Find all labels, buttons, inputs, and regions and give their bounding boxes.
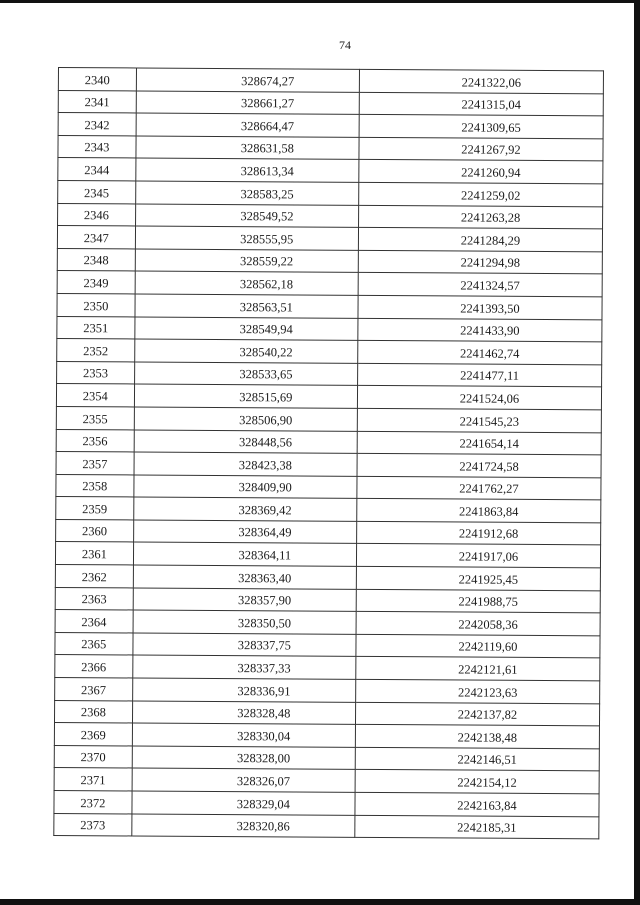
point-number-cell — [55, 565, 133, 588]
table-row — [58, 158, 603, 184]
x-coordinate-cell — [135, 249, 358, 273]
x-coordinate-cell — [132, 655, 355, 679]
point-number-cell — [56, 474, 134, 497]
table-row — [58, 203, 603, 229]
x-coordinate-cell — [132, 723, 355, 747]
x-coordinate-cell — [131, 814, 354, 838]
point-number-cell-text: 2343 — [84, 140, 110, 155]
point-number-cell-text: 2358 — [82, 479, 108, 494]
x-coordinate-cell-text: 328549,52 — [240, 209, 294, 224]
y-coordinate-cell — [355, 770, 599, 794]
point-number-cell — [58, 113, 136, 136]
table-row — [56, 429, 601, 455]
y-coordinate-cell-text: 2241324,57 — [460, 278, 520, 293]
x-coordinate-cell-text: 328330,04 — [237, 728, 291, 744]
y-coordinate-cell-text: 2241284,29 — [460, 233, 521, 248]
point-number-cell — [56, 497, 134, 520]
point-number-cell — [57, 271, 135, 294]
table-row — [55, 610, 600, 636]
y-coordinate-cell — [359, 92, 603, 116]
x-coordinate-cell-text: 328555,95 — [240, 231, 294, 247]
table-row — [57, 339, 602, 365]
point-number-cell-text: 2361 — [81, 547, 107, 562]
x-coordinate-cell — [135, 294, 358, 318]
table-row — [58, 113, 603, 139]
point-number-cell — [57, 248, 135, 271]
table-row — [54, 723, 599, 749]
x-coordinate-cell — [134, 429, 357, 453]
x-coordinate-cell — [135, 158, 358, 182]
y-coordinate-cell-text: 2241260,94 — [461, 165, 521, 180]
table-row — [58, 180, 603, 206]
point-number-cell-text: 2347 — [83, 230, 109, 246]
x-coordinate-cell — [132, 678, 355, 702]
point-number-cell — [55, 655, 133, 678]
x-coordinate-cell — [135, 317, 358, 341]
point-number-cell — [55, 678, 133, 701]
point-number-cell — [57, 339, 135, 362]
x-coordinate-cell — [134, 475, 357, 499]
point-number-cell — [56, 406, 134, 429]
x-coordinate-cell — [132, 746, 355, 770]
point-number-cell-text: 2363 — [81, 592, 107, 607]
y-coordinate-cell — [356, 634, 600, 658]
y-coordinate-cell — [356, 679, 600, 703]
y-coordinate-cell — [357, 386, 601, 410]
point-number-cell-text: 2364 — [81, 614, 107, 630]
point-number-cell-text: 2370 — [80, 750, 106, 765]
y-coordinate-cell-text: 2241315,04 — [461, 97, 521, 113]
y-coordinate-cell-text: 2241309,65 — [461, 120, 521, 135]
point-number-cell-text: 2351 — [83, 321, 109, 336]
y-coordinate-cell — [356, 544, 600, 568]
y-coordinate-cell-text: 2242058,36 — [458, 617, 518, 632]
point-number-cell-text: 2353 — [82, 366, 109, 381]
scan-edge-top — [0, 0, 640, 3]
point-number-cell-text: 2349 — [83, 276, 109, 291]
y-coordinate-cell — [359, 182, 603, 206]
x-coordinate-cell-text: 328562,18 — [239, 277, 294, 292]
y-coordinate-cell — [356, 657, 600, 681]
y-coordinate-cell — [357, 431, 601, 455]
x-coordinate-cell — [133, 633, 356, 657]
x-coordinate-cell-text: 328337,75 — [237, 638, 291, 653]
coordinates-table — [53, 67, 604, 840]
y-coordinate-cell-text: 2241433,90 — [460, 323, 520, 338]
x-coordinate-cell-text: 328533,65 — [239, 367, 293, 382]
point-number-cell-text: 2355 — [82, 411, 108, 426]
y-coordinate-cell — [355, 792, 599, 816]
table-row — [57, 361, 602, 387]
x-coordinate-cell-text: 328350,50 — [237, 615, 292, 631]
x-coordinate-cell — [133, 497, 356, 521]
point-number-cell — [54, 768, 132, 791]
y-coordinate-cell — [359, 160, 603, 184]
point-number-cell — [55, 587, 133, 610]
y-coordinate-cell-text: 2241917,06 — [458, 549, 519, 564]
x-coordinate-cell-text: 328409,90 — [238, 480, 292, 495]
x-coordinate-cell-text: 328559,22 — [240, 254, 294, 269]
point-number-cell-text: 2371 — [80, 773, 106, 788]
x-coordinate-cell-text: 328336,91 — [237, 683, 291, 699]
x-coordinate-cell-text: 328329,04 — [236, 796, 290, 812]
y-coordinate-cell — [357, 521, 601, 545]
y-coordinate-cell-text: 2241925,45 — [458, 572, 519, 587]
x-coordinate-cell-text: 328664,47 — [240, 118, 295, 134]
y-coordinate-cell — [355, 747, 599, 771]
point-number-cell-text: 2357 — [82, 456, 108, 471]
table-row — [56, 384, 601, 410]
table-row — [57, 271, 602, 297]
point-number-cell — [54, 723, 132, 746]
x-coordinate-cell-text: 328563,51 — [239, 299, 293, 314]
x-coordinate-cell-text: 328364,49 — [238, 525, 292, 540]
y-coordinate-cell — [359, 69, 603, 93]
table-row — [58, 135, 603, 161]
y-coordinate-cell — [355, 815, 599, 839]
point-number-cell-text: 2350 — [83, 298, 109, 313]
x-coordinate-cell-text: 328357,90 — [237, 593, 292, 608]
table-row — [57, 248, 602, 274]
point-number-cell — [55, 542, 133, 565]
x-coordinate-cell-text: 328549,94 — [239, 322, 293, 337]
scan-edge-right — [634, 0, 640, 905]
table-row — [57, 316, 602, 342]
point-number-cell — [56, 384, 134, 407]
table-row — [55, 655, 600, 681]
y-coordinate-cell — [359, 115, 603, 139]
y-coordinate-cell — [355, 725, 599, 749]
y-coordinate-cell-text: 2241267,92 — [461, 142, 521, 158]
y-coordinate-cell-text: 2241654,14 — [459, 436, 519, 451]
point-number-cell — [54, 813, 132, 836]
point-number-cell-text: 2340 — [84, 72, 110, 87]
y-coordinate-cell-text: 2241322,06 — [461, 75, 522, 90]
x-coordinate-cell-text: 328337,33 — [237, 661, 291, 676]
point-number-cell-text: 2341 — [84, 95, 110, 110]
x-coordinate-cell-text: 328369,42 — [238, 502, 292, 518]
y-coordinate-cell-text: 2242163,84 — [457, 798, 517, 813]
y-coordinate-cell-text: 2242138,48 — [457, 730, 518, 745]
y-coordinate-cell-text: 2241912,68 — [458, 526, 519, 542]
point-number-cell-text: 2359 — [82, 502, 108, 517]
x-coordinate-cell — [136, 113, 359, 137]
x-coordinate-cell-text: 328423,38 — [238, 457, 292, 473]
point-number-cell — [57, 316, 135, 339]
y-coordinate-cell-text: 2242121,61 — [458, 662, 518, 677]
y-coordinate-cell-text: 2241294,98 — [460, 255, 521, 271]
table-row — [55, 565, 600, 591]
x-coordinate-cell-text: 328320,86 — [236, 819, 290, 834]
point-number-cell — [58, 180, 136, 203]
table-row — [57, 293, 602, 319]
point-number-cell — [56, 429, 134, 452]
point-number-cell-text: 2362 — [81, 569, 107, 584]
y-coordinate-cell-text: 2241263,28 — [460, 210, 521, 225]
x-coordinate-cell — [135, 271, 358, 295]
point-number-cell — [57, 226, 135, 249]
point-number-cell — [56, 452, 134, 475]
y-coordinate-cell — [358, 340, 602, 364]
point-number-cell — [57, 293, 135, 316]
point-number-cell-text: 2372 — [80, 795, 106, 810]
y-coordinate-cell — [357, 453, 601, 477]
x-coordinate-cell — [136, 68, 359, 92]
x-coordinate-cell-text: 328506,90 — [239, 412, 293, 427]
point-number-cell-text: 2344 — [84, 163, 110, 178]
table-row — [54, 813, 599, 839]
table-row — [55, 587, 600, 613]
x-coordinate-cell — [133, 588, 356, 612]
point-number-cell-text: 2373 — [80, 818, 106, 833]
table-row — [58, 68, 603, 94]
point-number-cell — [58, 203, 136, 226]
x-coordinate-cell-text: 328364,11 — [238, 548, 292, 563]
y-coordinate-cell-text: 2241724,58 — [459, 459, 519, 474]
x-coordinate-cell-text: 328326,07 — [236, 774, 291, 789]
x-coordinate-cell-text: 328583,25 — [240, 186, 294, 202]
point-number-cell — [56, 519, 134, 542]
x-coordinate-cell — [136, 91, 359, 115]
table-row — [54, 700, 599, 726]
y-coordinate-cell — [356, 566, 600, 590]
x-coordinate-cell — [135, 226, 358, 250]
point-number-cell — [55, 632, 133, 655]
x-coordinate-cell — [134, 407, 357, 431]
point-number-cell-text: 2368 — [80, 705, 106, 720]
y-coordinate-cell-text: 2242137,82 — [457, 707, 518, 723]
point-number-cell — [54, 700, 132, 723]
table-row — [55, 542, 600, 568]
x-coordinate-cell — [134, 384, 357, 408]
y-coordinate-cell-text: 2242123,63 — [457, 685, 518, 700]
y-coordinate-cell-text: 2241762,27 — [459, 481, 519, 497]
x-coordinate-cell — [135, 204, 358, 228]
x-coordinate-cell — [132, 791, 355, 815]
x-coordinate-cell — [133, 565, 356, 589]
y-coordinate-cell — [356, 612, 600, 636]
point-number-cell-text: 2367 — [80, 682, 107, 697]
x-coordinate-cell — [134, 362, 357, 386]
y-coordinate-cell — [357, 499, 601, 523]
table-row — [55, 632, 600, 658]
x-coordinate-cell-text: 328661,27 — [240, 96, 295, 111]
x-coordinate-cell — [133, 610, 356, 634]
point-number-cell-text: 2354 — [82, 389, 108, 404]
y-coordinate-cell — [357, 408, 601, 432]
y-coordinate-cell — [356, 589, 600, 613]
point-number-cell-text: 2366 — [81, 660, 107, 675]
point-number-cell — [57, 361, 135, 384]
x-coordinate-cell — [133, 520, 356, 544]
x-coordinate-cell-text: 328631,58 — [240, 141, 294, 156]
y-coordinate-cell-text: 2241545,23 — [459, 413, 520, 429]
y-coordinate-cell — [358, 318, 602, 342]
y-coordinate-cell — [358, 295, 602, 319]
table-row — [58, 90, 603, 116]
x-coordinate-cell-text: 328613,34 — [240, 164, 294, 179]
point-number-cell-text: 2369 — [80, 727, 106, 743]
point-number-cell — [54, 745, 132, 768]
y-coordinate-cell-text: 2242185,31 — [457, 820, 517, 836]
y-coordinate-cell — [358, 250, 602, 274]
point-number-cell-text: 2346 — [83, 208, 109, 223]
point-number-cell — [58, 68, 136, 91]
point-number-cell-text: 2352 — [83, 343, 109, 359]
point-number-cell-text: 2348 — [83, 253, 109, 268]
y-coordinate-cell-text: 2241462,74 — [459, 346, 520, 361]
table-row — [54, 790, 599, 816]
point-number-cell — [58, 135, 136, 158]
x-coordinate-cell — [134, 452, 357, 476]
x-coordinate-cell-text: 328363,40 — [238, 570, 292, 586]
page-number: 74 — [339, 38, 351, 52]
y-coordinate-cell-text: 2242146,51 — [457, 752, 517, 768]
point-number-cell — [54, 790, 132, 813]
y-coordinate-cell — [355, 702, 599, 726]
y-coordinate-cell-text: 2241863,84 — [459, 504, 519, 519]
x-coordinate-cell-text: 328328,00 — [236, 751, 291, 766]
x-coordinate-cell — [134, 339, 357, 363]
x-coordinate-cell — [136, 136, 359, 160]
table-row — [54, 768, 599, 794]
y-coordinate-cell-text: 2242154,12 — [457, 775, 517, 790]
coordinates-table-body — [54, 68, 604, 840]
point-number-cell — [58, 90, 136, 113]
table-row — [56, 519, 601, 545]
x-coordinate-cell — [132, 768, 355, 792]
y-coordinate-cell-text: 2241393,50 — [460, 300, 520, 316]
point-number-cell — [58, 158, 136, 181]
x-coordinate-cell — [135, 181, 358, 205]
point-number-cell — [55, 610, 133, 633]
y-coordinate-cell — [358, 273, 602, 297]
y-coordinate-cell-text: 2241477,11 — [460, 368, 520, 384]
y-coordinate-cell-text: 2241524,06 — [459, 391, 520, 406]
y-coordinate-cell-text: 2241988,75 — [458, 594, 518, 610]
x-coordinate-cell-text: 328674,27 — [241, 73, 295, 89]
point-number-cell-text: 2345 — [84, 185, 110, 200]
table-row — [56, 406, 601, 432]
table-row — [54, 745, 599, 771]
x-coordinate-cell — [133, 542, 356, 566]
table-row — [57, 226, 602, 252]
table-row — [55, 678, 600, 704]
x-coordinate-cell-text: 328448,56 — [238, 435, 293, 450]
table-row — [56, 497, 601, 523]
table-row — [56, 474, 601, 500]
y-coordinate-cell — [357, 363, 601, 387]
x-coordinate-cell-text: 328540,22 — [239, 344, 293, 360]
y-coordinate-cell — [359, 137, 603, 161]
y-coordinate-cell — [357, 476, 601, 500]
point-number-cell-text: 2342 — [84, 117, 110, 133]
x-coordinate-cell-text: 328328,48 — [237, 706, 291, 721]
x-coordinate-cell-text: 328515,69 — [239, 390, 293, 405]
point-number-cell-text: 2360 — [81, 524, 108, 539]
point-number-cell-text: 2365 — [81, 637, 107, 652]
table-row — [56, 452, 601, 478]
scan-edge-bottom — [0, 899, 640, 905]
x-coordinate-cell — [132, 701, 355, 725]
y-coordinate-cell-text: 2242119,60 — [458, 639, 518, 655]
y-coordinate-cell — [358, 205, 602, 229]
point-number-cell-text: 2356 — [82, 434, 108, 449]
y-coordinate-cell — [358, 227, 602, 251]
y-coordinate-cell-text: 2241259,02 — [460, 188, 521, 203]
